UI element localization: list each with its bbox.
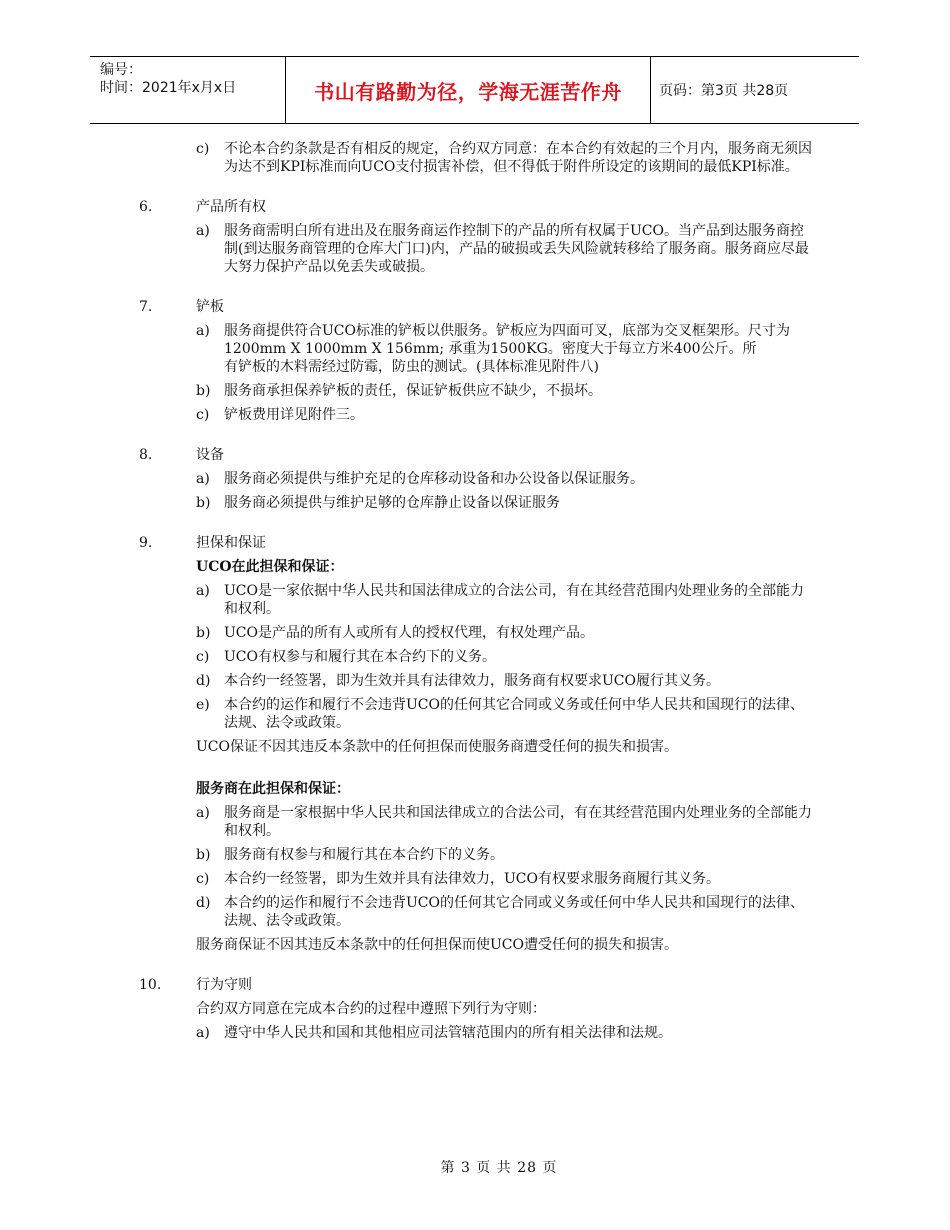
section-title: 行为守则 bbox=[196, 977, 252, 993]
item-marker: b) bbox=[196, 625, 211, 641]
section-10-heading bbox=[139, 976, 950, 994]
header-page-info: 页码：第3页 共28页 bbox=[659, 83, 789, 99]
service-provider-warranty-heading: 服务商在此担保和保证： bbox=[196, 781, 350, 797]
item-marker: a) bbox=[196, 1025, 210, 1041]
item-marker: b) bbox=[196, 383, 211, 399]
sp-warranty-c bbox=[196, 870, 814, 888]
document-body bbox=[0, 140, 950, 1048]
sp-warranty-a bbox=[196, 804, 814, 840]
clause-6a bbox=[196, 222, 814, 276]
item-marker: c) bbox=[196, 649, 210, 665]
item-marker: c) bbox=[196, 141, 210, 157]
uco-warranty-c bbox=[196, 648, 814, 666]
section-6-heading bbox=[139, 198, 950, 216]
section-7-heading bbox=[139, 298, 950, 316]
item-text: 本合约的运作和履行不会违背UCO的任何其它合同或义务或任何中华人民共和国现行的法律、法规、法令或政策。 bbox=[224, 895, 804, 929]
item-text: 服务商必须提供与维护充足的仓库移动设备和办公设备以保证服务。 bbox=[224, 471, 644, 487]
header-left-cell bbox=[90, 57, 286, 123]
clause-10a bbox=[196, 1024, 814, 1042]
sp-guarantee-text: 服务商保证不因其违反本条款中的任何担保而使UCO遭受任何的损失和损害。 bbox=[196, 937, 678, 953]
section-title: 设备 bbox=[196, 447, 224, 463]
item-marker: a) bbox=[196, 805, 210, 821]
item-text: 服务商承担保养铲板的责任，保证铲板供应不缺少，不损坏。 bbox=[224, 383, 602, 399]
item-marker: a) bbox=[196, 223, 210, 239]
item-marker: a) bbox=[196, 323, 210, 339]
document-number-label: 编号： bbox=[100, 62, 142, 78]
sp-warranty-d bbox=[196, 894, 814, 930]
item-text: 服务商必须提供与维护足够的仓库静止设备以保证服务 bbox=[224, 495, 560, 511]
section-title: 铲板 bbox=[196, 299, 224, 315]
clause-7a bbox=[196, 322, 814, 376]
item-text: 不论本合约条款是否有相反的规定，合约双方同意：在本合约有效起的三个月内，服务商无须因为达不到KPI标准而向UCO支付损害补偿，但不得低于附件所设定的该期间的最低KPI标准。 bbox=[224, 141, 812, 175]
clause-8a bbox=[196, 470, 814, 488]
item-marker: c) bbox=[196, 871, 210, 887]
uco-warranty-b bbox=[196, 624, 814, 642]
item-marker: e) bbox=[196, 697, 210, 713]
uco-warranty-heading: UCO在此担保和保证： bbox=[196, 559, 344, 575]
item-text: UCO有权参与和履行其在本合约下的义务。 bbox=[224, 649, 496, 665]
uco-guarantee-text: UCO保证不因其违反本条款中的任何担保而使服务商遭受任何的损失和损害。 bbox=[196, 739, 678, 755]
item-text: 铲板费用详见附件三。 bbox=[224, 407, 364, 423]
header-motto: 书山有路勤为径，学海无涯苦作舟 bbox=[286, 57, 651, 123]
section-9-heading bbox=[139, 534, 950, 552]
uco-warranty-d bbox=[196, 672, 814, 690]
item-text: 服务商需明白所有进出及在服务商运作控制下的产品的所有权属于UCO。当产品到达服务商控制(到达服务商管理的仓库大门口)内，产品的破损或丢失风险就转移给了服务商。服务商应尽最大努力保护产品以免丢失或破损。 bbox=[224, 223, 809, 275]
section-title: 担保和保证 bbox=[196, 535, 266, 551]
page-footer: 第 3 页 共 28 页 bbox=[440, 1160, 558, 1176]
item-marker: b) bbox=[196, 847, 211, 863]
item-text: UCO是产品的所有人或所有人的授权代理，有权处理产品。 bbox=[224, 625, 594, 641]
item-text-continued: 有铲板的木料需经过防霉，防虫的测试。(具体标准见附件八) bbox=[224, 359, 599, 375]
section-title: 产品所有权 bbox=[196, 199, 266, 215]
section-number: 9. bbox=[139, 535, 153, 551]
item-marker: a) bbox=[196, 471, 210, 487]
item-text: 本合约一经签署，即为生效并具有法律效力，UCO有权要求服务商履行其义务。 bbox=[224, 871, 720, 887]
item-text: 本合约一经签署，即为生效并具有法律效力，服务商有权要求UCO履行其义务。 bbox=[224, 673, 720, 689]
item-text: UCO是一家依据中华人民共和国法律成立的合法公司，有在其经营范围内处理业务的全部能力和权利。 bbox=[224, 583, 804, 617]
item-marker: d) bbox=[196, 895, 211, 911]
item-marker: a) bbox=[196, 583, 210, 599]
section-number: 8. bbox=[139, 447, 153, 463]
item-marker: b) bbox=[196, 495, 211, 511]
item-text: 本合约的运作和履行不会违背UCO的任何其它合同或义务或任何中华人民共和国现行的法律、法规、法令或政策。 bbox=[224, 697, 804, 731]
item-marker: c) bbox=[196, 407, 210, 423]
document-time: 时间：2021年x月x日 bbox=[100, 80, 237, 96]
item-text: 服务商有权参与和履行其在本合约下的义务。 bbox=[224, 847, 504, 863]
clause-8b bbox=[196, 494, 814, 512]
clause-5c bbox=[196, 140, 814, 176]
uco-warranty-a bbox=[196, 582, 814, 618]
item-text: 服务商提供符合UCO标准的铲板以供服务。铲板应为四面可叉，底部为交叉框架形。尺寸为1200mm X 1000mm X 156mm; 承重为1500KG。密度大于每立方米400公斤。所 bbox=[224, 323, 790, 357]
section-number: 10. bbox=[139, 977, 162, 993]
item-text: 遵守中华人民共和国和其他相应司法管辖范围内的所有相关法律和法规。 bbox=[224, 1025, 672, 1041]
section-number: 7. bbox=[139, 299, 153, 315]
uco-warranty-e bbox=[196, 696, 814, 732]
section-8-heading bbox=[139, 446, 950, 464]
item-marker: d) bbox=[196, 673, 211, 689]
clause-7b bbox=[196, 382, 814, 400]
item-text: 服务商是一家根据中华人民共和国法律成立的合法公司，有在其经营范围内处理业务的全部能力和权利。 bbox=[224, 805, 812, 839]
page-header bbox=[90, 56, 859, 124]
code-of-conduct-intro: 合约双方同意在完成本合约的过程中遵照下列行为守则： bbox=[196, 1001, 546, 1017]
sp-warranty-b bbox=[196, 846, 814, 864]
section-number: 6. bbox=[139, 199, 153, 215]
clause-7c bbox=[196, 406, 814, 424]
